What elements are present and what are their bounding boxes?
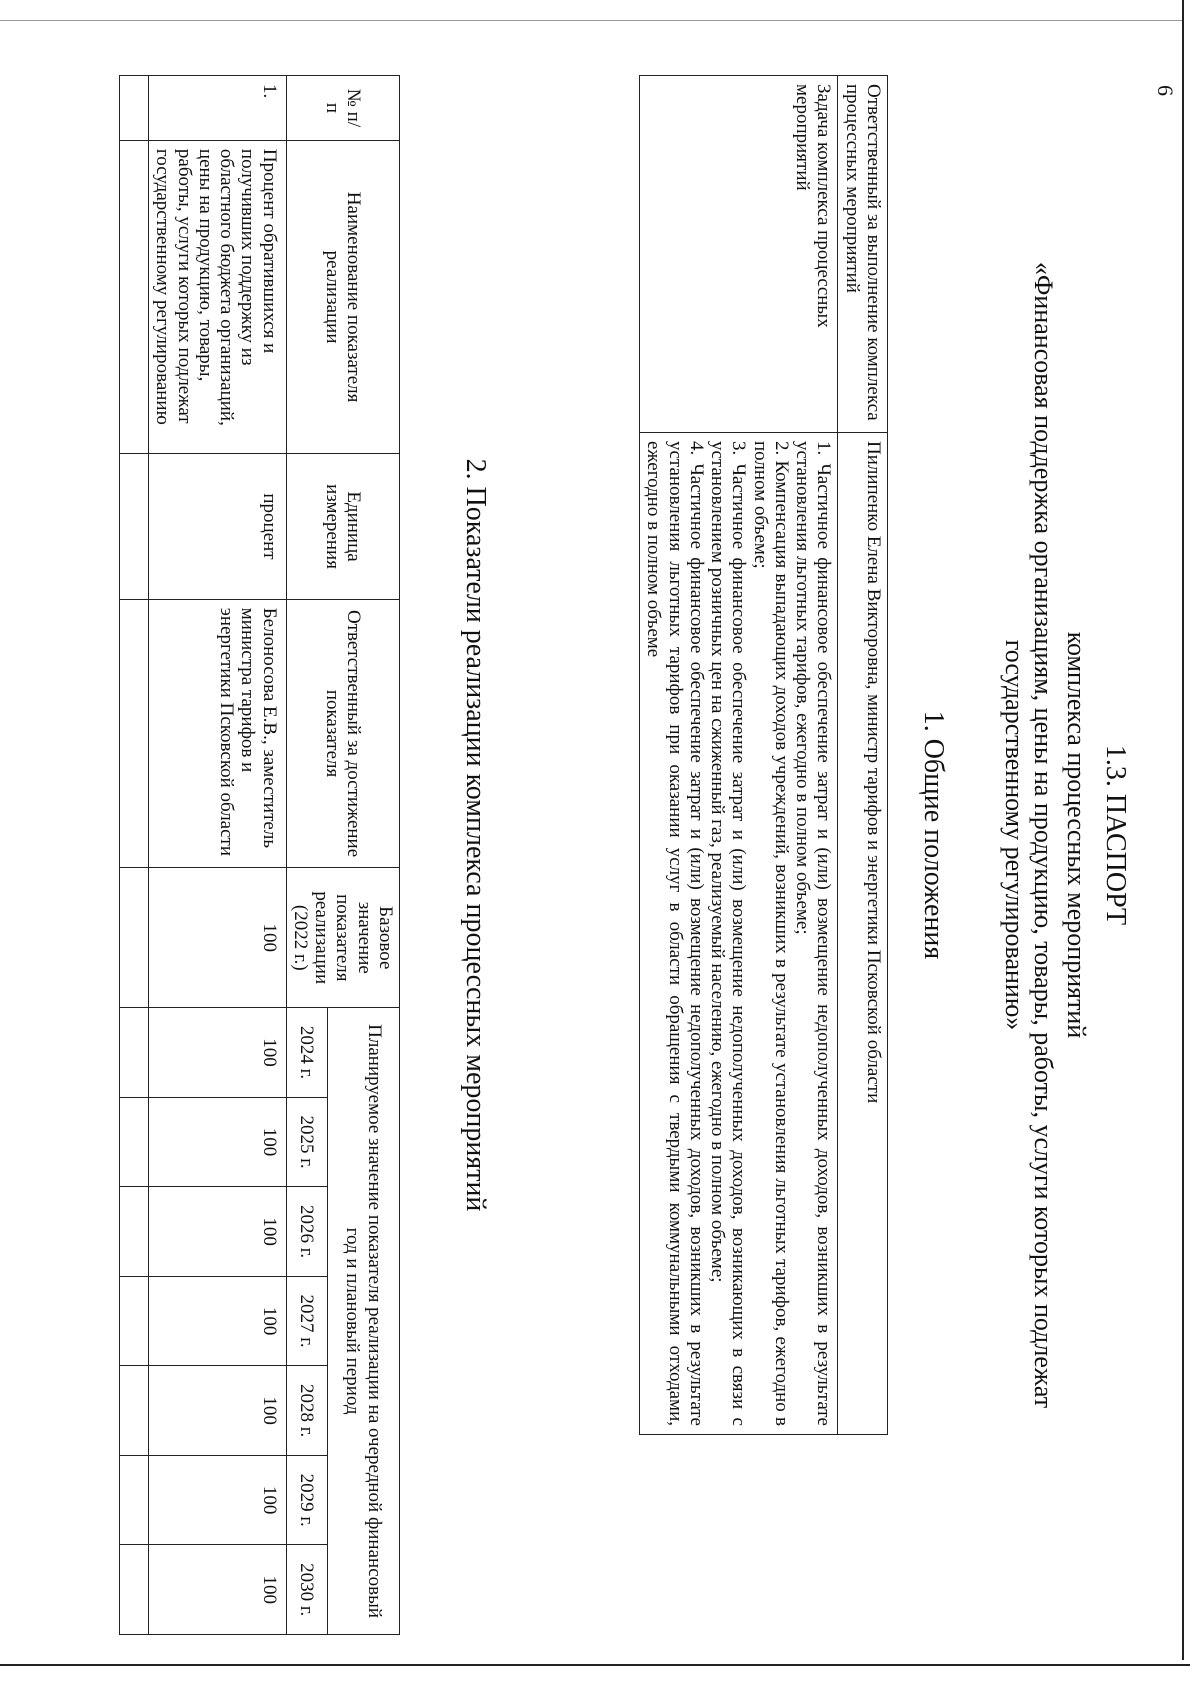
tasks-label: Задача комплекса процессных мероприятий <box>640 76 838 433</box>
empty-cell <box>120 1187 149 1277</box>
responsible-label: Ответственный за выполнение комплекса процессных мероприятий <box>838 76 888 433</box>
indicator-responsible: Белоносова Е.В., заместитель министра тарифов и энергетики Псковской области <box>149 599 287 868</box>
task-item: 3. Частичное финансовое обеспечение затрат и (или) возмещение недополученных доходов, возникающих в связи с установлением розничных цен на сжиженный газ, реализуемый населению, ежегодно в полном объеме; <box>707 441 750 1426</box>
indicator-unit: процент <box>149 454 287 599</box>
year-header: 2029 г. <box>286 1455 327 1545</box>
table-row <box>640 76 838 1435</box>
table-header-row <box>327 76 399 1635</box>
responsible-value: Пилипенко Елена Викторовна, министр тарифов и энергетики Псковской области <box>838 433 888 1435</box>
year-header: 2030 г. <box>286 1545 327 1635</box>
year-header: 2025 г. <box>286 1097 327 1187</box>
year-header: 2024 г. <box>286 1008 327 1098</box>
col-unit-header: Единица измерения <box>286 454 399 599</box>
indicator-year-value: 100 <box>149 1455 287 1545</box>
task-item: 4. Частичное финансовое обеспечение затрат и (или) возмещение недополученных доходов, возникших в результате установления льготных тарифов при оказании услуг в области обращения с твердыми коммунальными отходами, ежегодно в полном объеме <box>643 441 707 1426</box>
indicator-year-value: 100 <box>149 1545 287 1635</box>
row-num: 1. <box>149 76 287 141</box>
empty-cell <box>120 868 149 1008</box>
empty-cell <box>120 1008 149 1098</box>
empty-cell <box>120 1455 149 1545</box>
col-planned-header: Планируемое значение показателя реализации на очередной финансовый год и плановый период <box>327 1008 399 1635</box>
empty-cell <box>120 1366 149 1456</box>
indicator-year-value: 100 <box>149 1366 287 1456</box>
passport-heading: 1.3. ПАСПОРТ <box>1100 744 1131 926</box>
table-row-empty <box>120 76 149 1635</box>
passport-subtitle: комплекса процессных мероприятий <box>1062 631 1091 1039</box>
col-name-header: Наименование показателя реализации <box>286 140 399 453</box>
empty-cell <box>120 140 149 453</box>
page-number: 6 <box>1153 85 1178 96</box>
indicators-table <box>119 75 400 1635</box>
task-item: 2. Компенсация выпадающих доходов учреждений, возникших в результате установления льготных тарифов, ежегодно в полном объеме; <box>749 441 792 1426</box>
complex-name: «Финансовая поддержка организациям, цены на продукцию, товары, работы, услуги которых подлежат государственному регулированию» <box>1000 261 1058 1409</box>
indicator-year-value: 100 <box>149 1187 287 1277</box>
year-header: 2027 г. <box>286 1276 327 1366</box>
general-provisions-table <box>639 75 888 1435</box>
indicator-year-value: 100 <box>149 1276 287 1366</box>
indicator-year-value: 100 <box>149 1008 287 1098</box>
year-header: 2028 г. <box>286 1366 327 1456</box>
indicator-name: Процент обратившихся и получивших поддержку из областного бюджета организаций, цены на продукцию, товары, работы, услуги которых подлежат государственному регулированию <box>149 140 287 453</box>
indicator-base-value: 100 <box>149 868 287 1008</box>
year-header: 2026 г. <box>286 1187 327 1277</box>
indicator-year-value: 100 <box>149 1097 287 1187</box>
document-page <box>40 15 1190 1655</box>
empty-cell <box>120 1276 149 1366</box>
empty-cell <box>120 454 149 599</box>
section2-title: 2. Показатели реализации комплекса процессных мероприятий <box>460 458 491 1212</box>
col-responsible-header: Ответственный за достижение показателя <box>286 599 399 868</box>
task-item: 1. Частичное финансовое обеспечение затрат и (или) возмещение недополученных доходов, возникших в результате установления льготных тарифов, ежегодно в полном объеме; <box>792 441 835 1426</box>
tasks-list <box>640 433 838 1435</box>
col-base-header: Базовое значение показателя реализации (2022 г.) <box>286 868 399 1008</box>
table-row <box>838 76 888 1435</box>
empty-cell <box>120 76 149 141</box>
scan-bottom-edge <box>0 1664 1190 1666</box>
empty-cell <box>120 599 149 868</box>
empty-cell <box>120 1097 149 1187</box>
col-num-header: № п/п <box>286 76 399 141</box>
section1-title: 1. Общие положения <box>918 710 949 960</box>
table-row <box>149 76 287 1635</box>
empty-cell <box>120 1545 149 1635</box>
